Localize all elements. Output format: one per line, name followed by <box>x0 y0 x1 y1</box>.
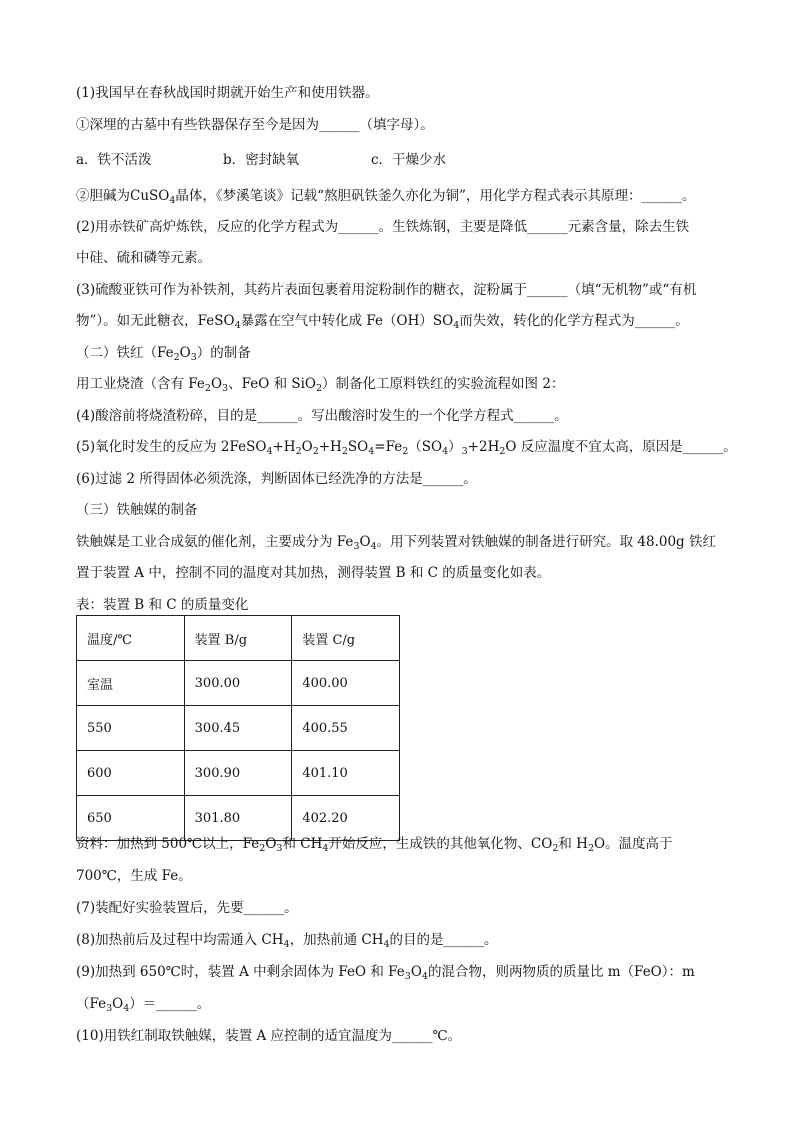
cell-temperature: 室温 <box>77 661 185 706</box>
info-line1: 资料：加热到 500℃以上，$Fe_2O_3$和 $CH_4$开始反应，生成铁的其他氧化物、$CO_2$和 $H_2O$。温度高于 <box>76 836 673 854</box>
q6: (6)过滤 2 所得固体必须洗涤，判断固体已经洗净的方法是______。 <box>76 471 477 487</box>
q1-sub1: ①深埋的古墓中有些铁器保存至今是因为______（填字母）。 <box>76 117 434 133</box>
intro3-line2: 置于装置 A 中，控制不同的温度对其加热，测得装置 B 和 C 的质量变化如表。 <box>76 565 551 581</box>
cell-device-b: 300.90 <box>184 751 292 796</box>
header-device-c: 装置 C/g <box>292 616 400 661</box>
option-b: b．密封缺氧 <box>223 152 300 168</box>
q1-options <box>76 151 446 169</box>
table-row <box>77 751 400 796</box>
q3-line2: 物”）。如无此糖衣，FeSO$_4$暴露在空气中转化成 $Fe(OH)SO_4$而失效，转化的化学方程式为______。 <box>76 313 689 331</box>
q2-line1: (2)用赤铁矿高炉炼铁，反应的化学方程式为______。生铁炼钢，主要是降低______元素含量，除去生铁 <box>76 219 690 235</box>
q1-sub2: ②胆碱为CuSO$_4$晶体，《梦溪笔谈》记载“熬胆矾铁釜久亦化为铜”，用化学方程式表示其原理：______。 <box>76 188 696 206</box>
q9-line2: $(Fe_3O_4)=\_\_\_\_\_\_$。 <box>76 996 211 1014</box>
cell-device-c: 401.10 <box>292 751 400 796</box>
q9-line1: (9)加热到 650℃时，装置 A 中剩余固体为 FeO 和 $Fe_3O_4$的混合物，则两物质的质量比 m（FeO）：m <box>76 964 695 982</box>
option-a: a．铁不活泼 <box>76 152 152 168</box>
intro3-line1: 铁触媒是工业合成氨的催化剂，主要成分为 $Fe_3O_4$。用下列装置对铁触媒的制备进行研究。取 48.00g 铁红 <box>76 534 716 552</box>
cell-device-b: 300.00 <box>184 661 292 706</box>
q5: (5)氧化时发生的反应为 $2FeSO_4+H_2O_2+H_2SO_4=Fe_2(SO_4)_3+2H_2O$ 反应温度不宜太高，原因是______。 <box>76 439 737 457</box>
info-line2: 700℃，生成 Fe。 <box>76 868 192 884</box>
table-row <box>77 796 400 841</box>
header-temperature: 温度/℃ <box>77 616 185 661</box>
section-2-heading: （二）铁红$(Fe_2O_3)$的制备 <box>76 345 251 363</box>
cell-device-c: 400.00 <box>292 661 400 706</box>
section-3-heading: （三）铁触媒的制备 <box>76 502 198 518</box>
table-header-row <box>77 616 400 661</box>
q3-line1: (3)硫酸亚铁可作为补铁剂，其药片表面包裹着用淀粉制作的糖衣，淀粉属于______（填“无机物”或“有机 <box>76 282 697 298</box>
cell-temperature: 650 <box>77 796 185 841</box>
q8: (8)加热前后及过程中均需通入 $CH_4$，加热前通 $CH_4$的目的是______。 <box>76 932 498 950</box>
cell-device-c: 402.20 <box>292 796 400 841</box>
q2-line2: 中硅、硫和磷等元素。 <box>76 250 211 266</box>
cell-device-b: 301.80 <box>184 796 292 841</box>
cell-device-b: 300.45 <box>184 706 292 751</box>
q10: (10)用铁红制取铁触媒，装置 A 应控制的适宜温度为______℃。 <box>76 1028 462 1044</box>
cell-device-c: 400.55 <box>292 706 400 751</box>
table-caption: 表：装置 B 和 C 的质量变化 <box>76 597 249 613</box>
cell-temperature: 550 <box>77 706 185 751</box>
q4: (4)酸溶前将烧渣粉碎，目的是______。写出酸溶时发生的一个化学方程式______。 <box>76 408 568 424</box>
q1-intro: (1)我国早在春秋战国时期就开始生产和使用铁器。 <box>76 85 379 101</box>
cell-temperature: 600 <box>77 751 185 796</box>
header-device-b: 装置 B/g <box>184 616 292 661</box>
table-row <box>77 661 400 706</box>
mass-change-table <box>76 615 400 841</box>
option-c: c．干燥少水 <box>371 152 447 168</box>
table-row <box>77 706 400 751</box>
q7: (7)装配好实验装置后，先要______。 <box>76 900 298 916</box>
flow-intro: 用工业烧渣（含有 $Fe_2O_3$、FeO 和 SiO$_2$）制备化工原料铁红的实验流程如图 2： <box>76 376 565 394</box>
